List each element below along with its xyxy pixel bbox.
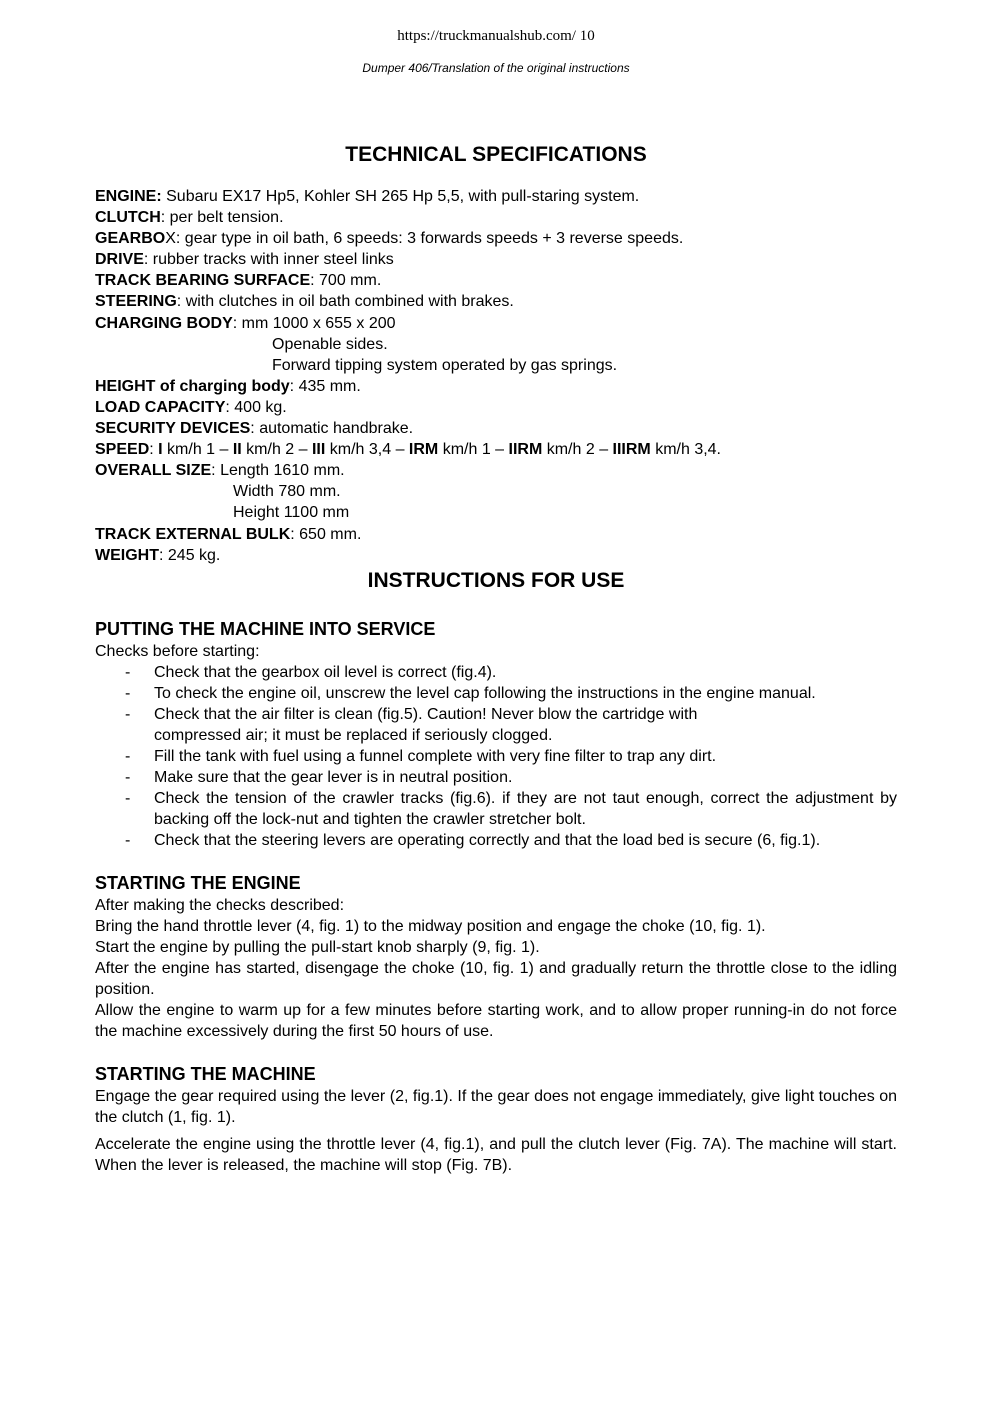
starting-machine-p2: Accelerate the engine using the throttle lever (4, fig.1), and pull the clutch lever (Fig. 7A). The machine will start. When the lever is released, the machine will stop (Fig. 7B). [95,1135,897,1174]
spec-charging-body: CHARGING BODY: mm 1000 x 655 x 200 [95,314,396,332]
spec-steering: STEERING: with clutches in oil bath combined with brakes. [95,293,514,311]
list-item: - To check the engine oil, unscrew the level cap following the instructions in the engine manual. [125,684,816,702]
spec-clutch: CLUTCH: per belt tension. [95,209,284,227]
page-content [95,140,897,1176]
spec-height-body: HEIGHT of charging body: 435 mm. [95,377,361,395]
spacer [95,1042,897,1063]
spec-gearbox: GEARBOX: gear type in oil bath, 6 speeds: 3 forwards speeds + 3 reverse speeds. [95,230,684,248]
spec-overall-height: Height 1100 mm [233,504,350,522]
starting-engine-p5: Allow the engine to warm up for a few minutes before starting work, and to allow proper running-in do not force the machine excessively during the first 50 hours of use. [95,1001,897,1040]
starting-machine-p1: Engage the gear required using the lever (2, fig.1). If the gear does not engage immediately, give light touches on the clutch (1, fig. 1). [95,1087,897,1126]
spec-security: SECURITY DEVICES: automatic handbrake. [95,420,414,438]
source-url: https://truckmanualshub.com/ 10 [397,28,595,44]
spec-overall-size: OVERALL SIZE: Length 1610 mm. [95,462,345,480]
starting-machine-heading: STARTING THE MACHINE [95,1063,316,1084]
spec-weight: WEIGHT: 245 kg. [95,546,221,564]
spec-track-bearing: TRACK BEARING SURFACE: 700 mm. [95,272,382,290]
list-item: - Check that the air filter is clean (fig.5). Caution! Never blow the cartridge with compressed air; it must be replaced if seriously clogged. [125,705,698,744]
list-item: - Check that the gearbox oil level is correct (fig.4). [125,663,497,681]
starting-engine-p3: Start the engine by pulling the pull-start knob sharply (9, fig. 1). [95,938,540,956]
list-item: - Make sure that the gear lever is in neutral position. [125,768,513,786]
checks-list [95,662,897,851]
spec-load-capacity: LOAD CAPACITY: 400 kg. [95,398,287,416]
tech-specs-title: TECHNICAL SPECIFICATIONS [345,143,647,166]
list-item: - Check the tension of the crawler tracks (fig.6). if they are not taut enough, correct the adjustment by backing off the lock-nut and tighten the crawler stretcher bolt. [125,789,897,828]
spec-charging-body-sides: Openable sides. [272,335,388,353]
list-item: - Check that the steering levers are operating correctly and that the load bed is secure (6, fig.1). [125,831,821,849]
starting-engine-p2: Bring the hand throttle lever (4, fig. 1) to the midway position and engage the choke (10, fig. 1). [95,917,766,935]
checks-intro: Checks before starting: [95,642,260,660]
starting-engine-heading: STARTING THE ENGINE [95,872,301,893]
spec-speed: SPEED: I km/h 1 – II km/h 2 – III km/h 3,4 – IRM km/h 1 – IIRM km/h 2 – IIIRM km/h 3,4. [95,441,721,459]
starting-engine-p4: After the engine has started, disengage the choke (10, fig. 1) and gradually return the throttle close to the idling position. [95,959,897,998]
spec-overall-width: Width 780 mm. [233,483,341,501]
spec-track-external: TRACK EXTERNAL BULK: 650 mm. [95,525,362,543]
list-item: - Fill the tank with fuel using a funnel complete with very fine filter to trap any dirt. [125,747,717,765]
putting-into-service-heading: PUTTING THE MACHINE INTO SERVICE [95,618,436,639]
document-subtitle: Dumper 406/Translation of the original instructions [362,61,630,75]
spec-list [95,186,897,566]
spec-charging-body-tipping: Forward tipping system operated by gas springs. [272,356,618,374]
starting-engine-p1: After making the checks described: [95,896,345,914]
spacer [95,851,897,872]
spec-engine: ENGINE: Subaru EX17 Hp5, Kohler SH 265 Hp 5,5, with pull-staring system. [95,188,640,205]
spec-drive: DRIVE: rubber tracks with inner steel links [95,251,394,269]
instructions-title: INSTRUCTIONS FOR USE [367,568,625,592]
